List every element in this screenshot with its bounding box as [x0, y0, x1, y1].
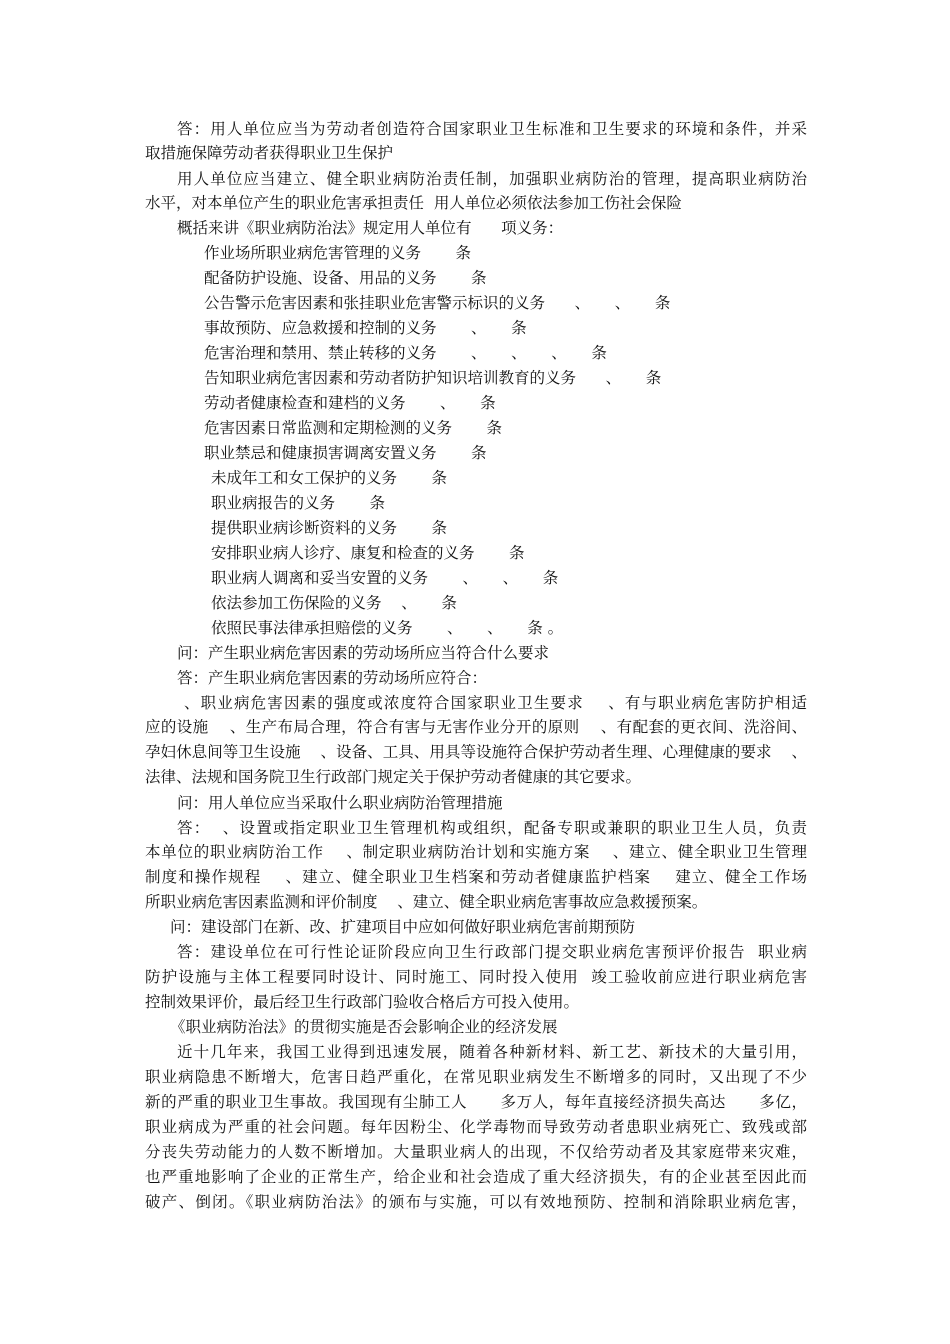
text-line: 概括来讲《职业病防治法》规定用人单位有 项义务： — [177, 219, 564, 237]
text-line: 所职业病危害因素监测和评价制度 、建立、健全职业病危害事故应急救援预案。 — [145, 893, 708, 911]
text-line: 职业病成为严重的社会问题。每年因粉尘、化学毒物而导致劳动者患职业病死亡、致残或部 — [145, 1118, 807, 1136]
list-item: 职业病人调离和妥当安置的义务 、 、 条 — [211, 569, 559, 587]
list-item: 公告警示危害因素和张挂职业危害警示标识的义务 、 、 条 — [204, 294, 671, 312]
text-line: 取措施保障劳动者获得职业卫生保护 — [145, 144, 394, 162]
text-line: 应的设施 、生产布局合理，符合有害与无害作业分开的原则 、有配套的更衣间、洗浴间、 — [145, 718, 807, 736]
list-item: 配备防护设施、设备、用品的义务 条 — [204, 269, 487, 287]
text-line: 法律、法规和国务院卫生行政部门规定关于保护劳动者健康的其它要求。 — [145, 768, 642, 786]
list-item: 职业病报告的义务 条 — [211, 494, 385, 512]
text-line: 也严重地影响了企业的正常生产，给企业和社会造成了重大经济损失，有的企业甚至因此而 — [145, 1168, 807, 1186]
text-line: 破产、倒闭。《职业病防治法》的颁布与实施，可以有效地预防、控制和消除职业病危害， — [145, 1193, 807, 1211]
list-item: 作业场所职业病危害管理的义务 条 — [204, 244, 471, 262]
list-item: 劳动者健康检查和建档的义务 、 条 — [204, 394, 496, 412]
text-line: 制度和操作规程 、建立、健全职业卫生档案和劳动者健康监护档案 建立、健全工作场 — [145, 868, 807, 886]
answer-line: 答：产生职业病危害因素的劳动场所应符合： — [177, 669, 488, 687]
text-line: 控制效果评价，最后经卫生行政部门验收合格后方可投入使用。 — [145, 993, 580, 1011]
list-item: 告知职业病危害因素和劳动者防护知识培训教育的义务 、 条 — [204, 369, 662, 387]
text-line: 防护设施与主体工程要同时设计、同时施工、同时投入使用 竣工验收前应进行职业病危害 — [145, 968, 807, 986]
text-line: 近十几年来，我国工业得到迅速发展，随着各种新材料、新工艺、新技术的大量引用， — [177, 1043, 807, 1061]
section-heading: 《职业病防治法》的贯彻实施是否会影响企业的经济发展 — [170, 1018, 558, 1036]
list-item: 事故预防、应急救援和控制的义务 、 条 — [204, 319, 527, 337]
list-item: 危害因素日常监测和定期检测的义务 条 — [204, 419, 502, 437]
text-line: 本单位的职业病防治工作 、制定职业病防治计划和实施方案 、建立、健全职业卫生管理 — [145, 843, 807, 861]
text-line: 答：建设单位在可行性论证阶段应向卫生行政部门提交职业病危害预评价报告 职业病 — [177, 943, 807, 961]
list-item: 依法参加工伤保险的义务 、 条 — [211, 594, 457, 612]
list-item: 危害治理和禁用、禁止转移的义务 、 、 、 条 — [204, 344, 607, 362]
list-item: 职业禁忌和健康损害调离安置义务 条 — [204, 444, 487, 462]
list-item: 提供职业病诊断资料的义务 条 — [211, 519, 447, 537]
list-item: 安排职业病人诊疗、康复和检查的义务 条 — [211, 544, 525, 562]
text-line: 、职业病危害因素的强度或浓度符合国家职业卫生要求 、有与职业病危害防护相适 — [184, 694, 807, 712]
list-item: 未成年工和女工保护的义务 条 — [211, 469, 447, 487]
text-line: 新的严重的职业卫生事故。我国现有尘肺工人 多万人，每年直接经济损失高达 多亿， — [145, 1093, 807, 1111]
text-line: 用人单位应当建立、健全职业病防治责任制，加强职业病防治的管理，提高职业病防治 — [177, 170, 807, 188]
text-line: 水平，对本单位产生的职业危害承担责任 用人单位必须依法参加工伤社会保险 — [145, 194, 682, 212]
text-line: 孕妇休息间等卫生设施 、设备、工具、用具等设施符合保护劳动者生理、心理健康的要求 、 — [145, 743, 807, 761]
text-line: 职业病隐患不断增大，危害日趋严重化，在常见职业病发生不断增多的同时，又出现了不少 — [145, 1068, 807, 1086]
question-line: 问：产生职业病危害因素的劳动场所应当符合什么要求 — [177, 644, 550, 662]
text-line: 答： 、设置或指定职业卫生管理机构或组织，配备专职或兼职的职业卫生人员，负责 — [177, 819, 807, 837]
question-line: 问：建设部门在新、改、扩建项目中应如何做好职业病危害前期预防 — [170, 918, 636, 936]
list-item: 依照民事法律承担赔偿的义务 、 、 条 。 — [211, 619, 564, 637]
question-line: 问：用人单位应当采取什么职业病防治管理措施 — [177, 794, 503, 812]
text-line: 分丧失劳动能力的人数不断增加。大量职业病人的出现，不仅给劳动者及其家庭带来灾难， — [145, 1143, 807, 1161]
text-line: 答：用人单位应当为劳动者创造符合国家职业卫生标准和卫生要求的环境和条件，并采 — [177, 120, 807, 138]
